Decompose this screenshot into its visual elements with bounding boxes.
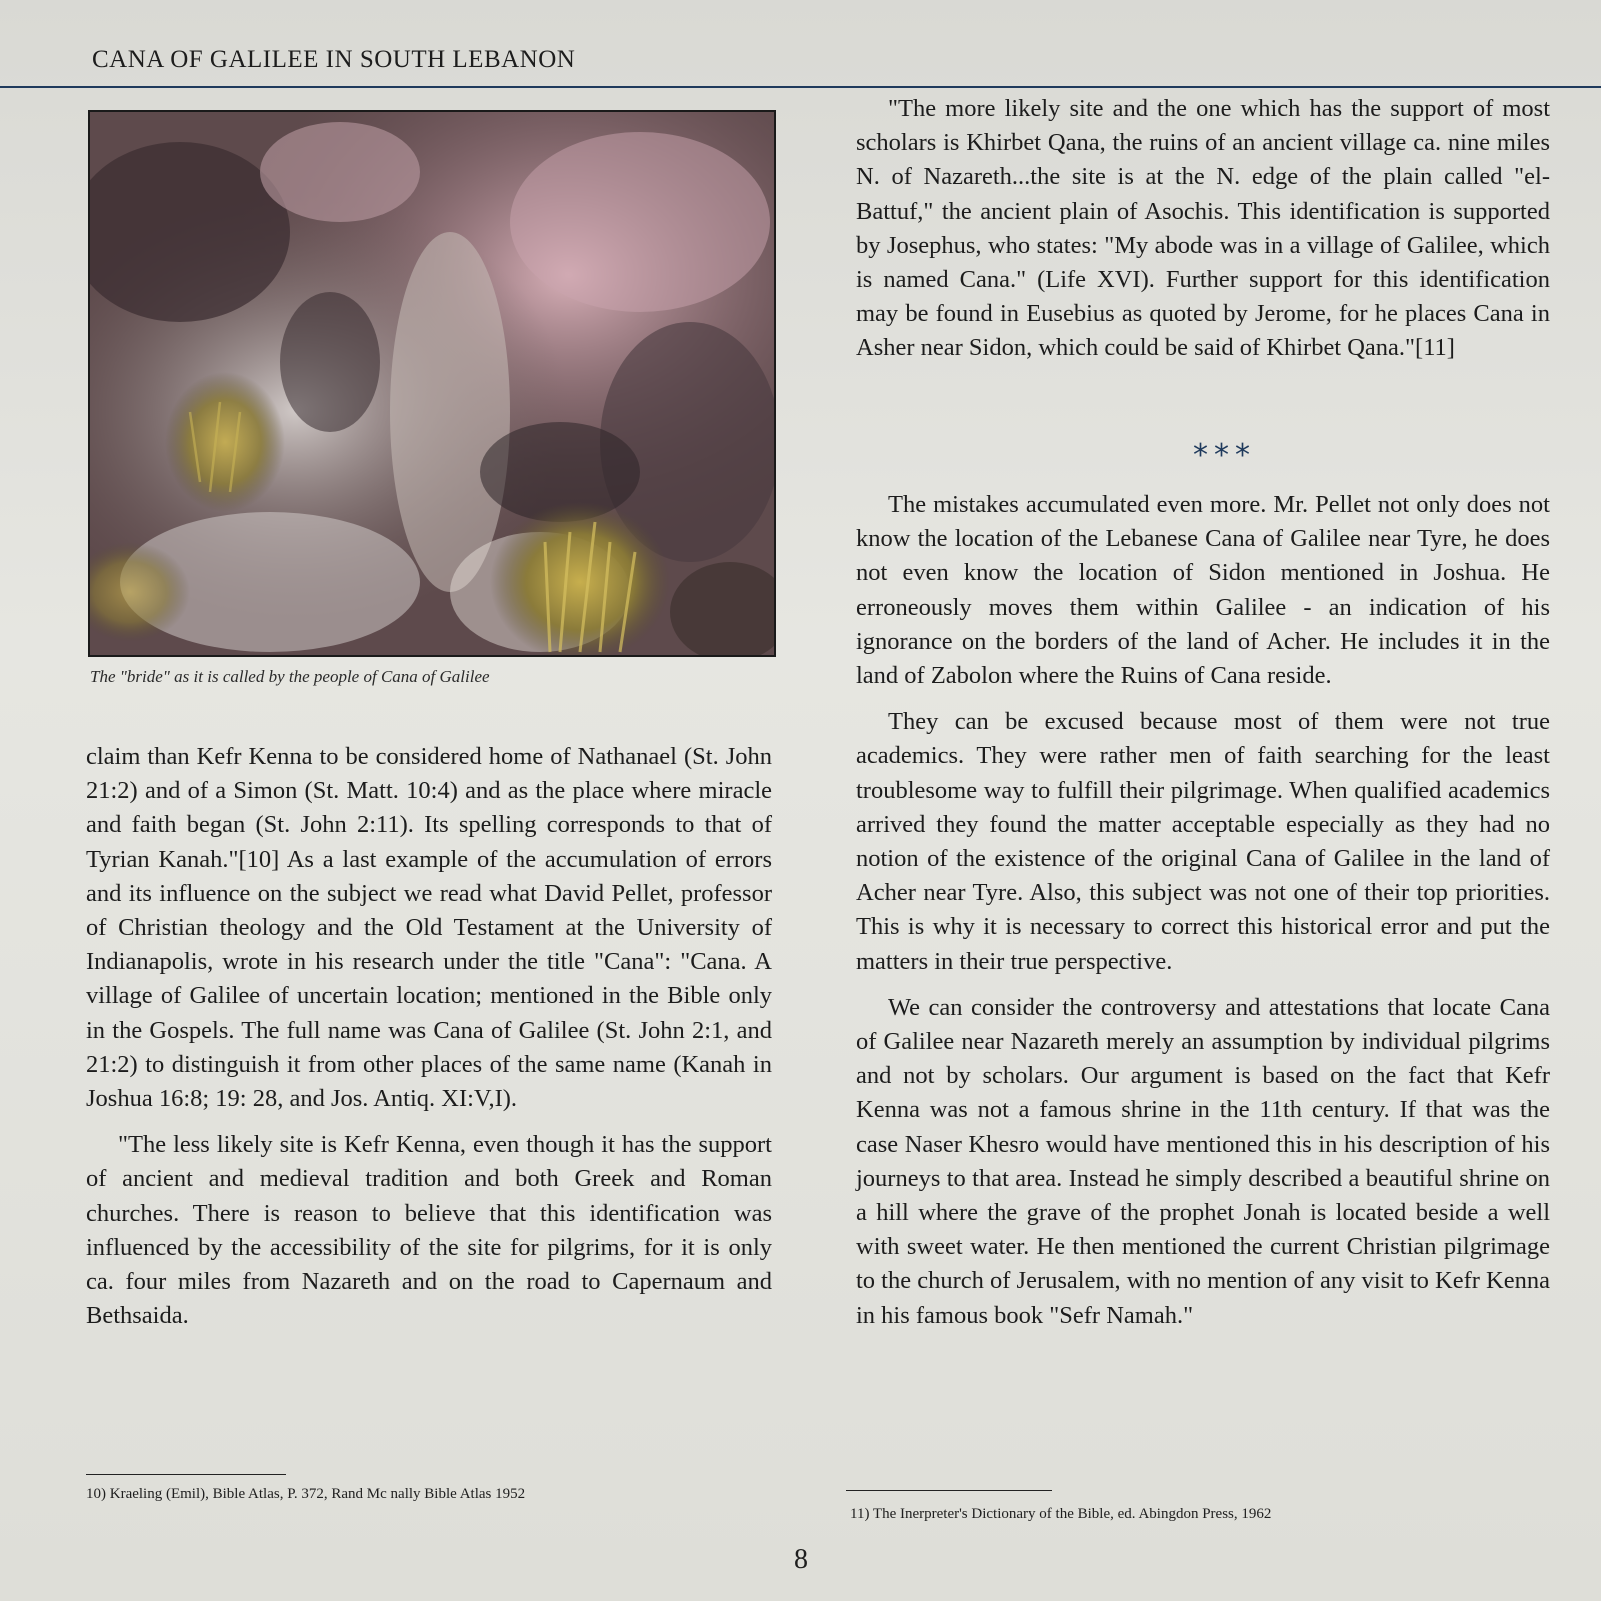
left-column-body	[86, 740, 772, 1345]
paragraph: The mistakes accumulated even more. Mr. Pellet not only does not know the location of the Lebanese Cana of Galilee near Tyre, he does not even know the location of Sidon mentioned in Joshua. He erroneously moves them within Galilee - an indication of his ignorance on the borders of the land of Acher. He includes it in the land of Zabolon where the Ruins of Cana reside.	[856, 491, 1550, 690]
paragraph: claim than Kefr Kenna to be considered home of Nathanael (St. John 21:2) and of a Simon (St. Matt. 10:4) and as the place where miracle and faith began (St. John 2:11). Its spelling corresponds to that of Tyrian Kanah."[10] As a last example of the accumulation of errors and its influence on the subject we read what David Pellet, professor of Christian theology and the Old Testament at the University of Indianapolis, wrote in his research under the title "Cana": "Cana. A village of Galilee of uncertain location; mentioned in the Bible only in the Gospels. The full name was Cana of Galilee (St. John 2:1, and 21:2) to distinguish it from other places of the same name (Kanah in Joshua 16:8; 19: 28, and Jos. Antiq. XI:V,I).	[86, 743, 772, 1113]
rock-photo-illustration	[90, 112, 774, 655]
paragraph: We can consider the controversy and attestations that locate Cana of Galilee near Nazareth merely an assumption by individual pilgrims and not by scholars. Our argument is based on the fact that Kefr Kenna was not a famous shrine in the 11th century. If that was the case Naser Khesro would have mentioned this in his description of his journeys to that area. Instead he simply described a beautiful shrine on a hill where the grave of the prophet Jonah is located beside a well with sweet water. He then mentioned the current Christian pilgrimage to the church of Jerusalem, with no mention of any visit to Kefr Kenna in his famous book "Sefr Namah."	[856, 993, 1550, 1329]
section-separator: ***	[1193, 438, 1256, 473]
running-head: CANA OF GALILEE IN SOUTH LEBANON	[92, 46, 576, 73]
footnote-10: 10) Kraeling (Emil), Bible Atlas, P. 372, Rand Mc nally Bible Atlas 1952	[86, 1486, 526, 1502]
right-column-body	[856, 488, 1550, 1345]
right-column-quote	[856, 92, 1550, 378]
paragraph: They can be excused because most of them were not true academics. They were rather men of faith searching for the least troublesome way to fulfill their pilgrimage. When qualified academics arrived they found the matter acceptable especially as they had no notion of the existence of the original Cana of Galilee in the land of Acher near Tyre. Also, this subject was not one of their top priorities. This is why it is necessary to correct this historical error and put the matters in their true perspective.	[856, 708, 1550, 975]
bride-rock-photo	[88, 110, 776, 657]
footnote-11: 11) The Inerpreter's Dictionary of the Bible, ed. Abingdon Press, 1962	[850, 1506, 1272, 1522]
header-rule	[0, 86, 1601, 88]
page-number: 8	[794, 1544, 808, 1575]
paragraph: "The less likely site is Kefr Kenna, even though it has the support of ancient and medieval tradition and both Greek and Roman churches. There is reason to believe that this identification was influenced by the accessibility of the site for pilgrims, for it is only ca. four miles from Nazareth and on the road to Capernaum and Bethsaida.	[86, 1131, 772, 1330]
footnote-rule	[846, 1490, 1052, 1491]
footnote-rule	[86, 1474, 286, 1475]
scholar-quote-paragraph: "The more likely site and the one which has the support of most scholars is Khirbet Qana, the ruins of an ancient village ca. nine miles N. of Nazareth...the site is at the N. edge of the plain called "el-Battuf," the ancient plain of Asochis. This identification is supported by Josephus, who states: "My abode was in a village of Galilee, which is named Cana." (Life XVI). Further support for this identification may be found in Eusebius as quoted by Jerome, for he places Cana in Asher near Sidon, which could be said of Khirbet Qana."[11]	[856, 95, 1550, 362]
photo-caption: The "bride" as it is called by the people of Cana of Galilee	[90, 667, 490, 686]
